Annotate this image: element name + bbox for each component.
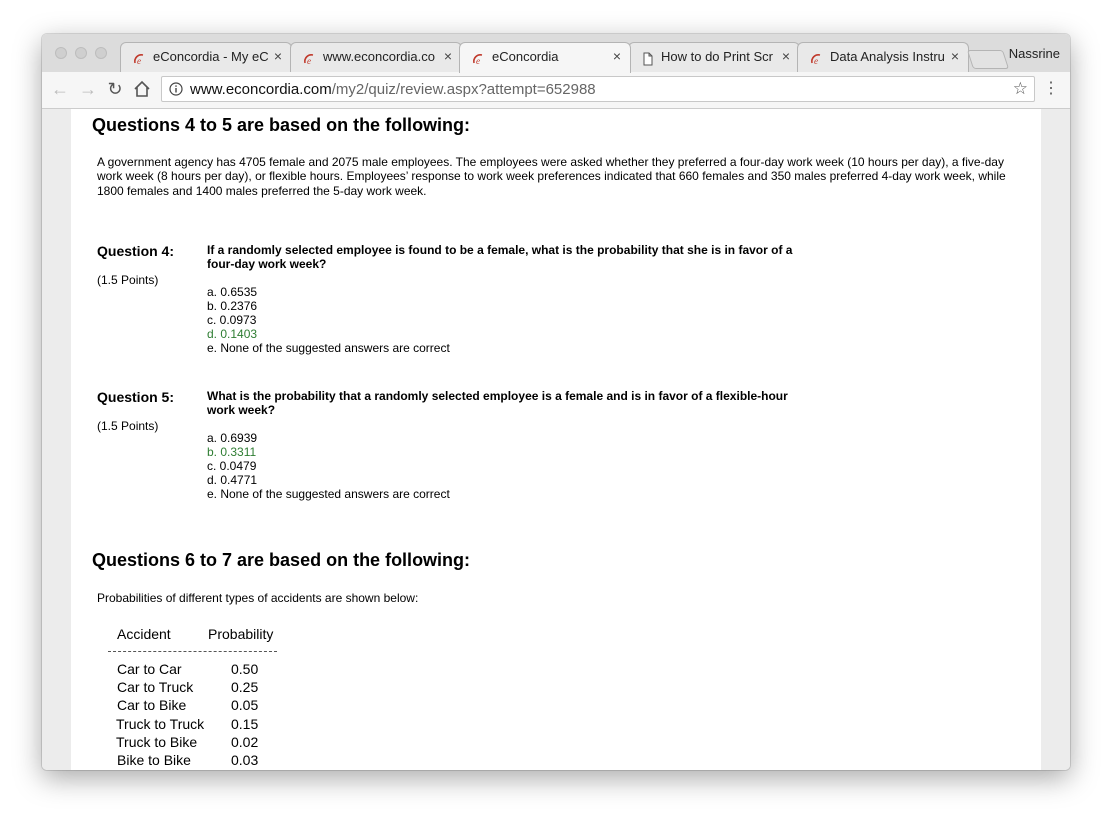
tab-econcordia-active[interactable]: [459, 42, 631, 73]
answer-option: a. 0.6535: [207, 285, 258, 299]
svg-text:e: e: [476, 56, 480, 66]
table-divider: [108, 651, 277, 652]
question-text: What is the probability that a randomly selected employee is a female and is in favor of a flexible-hour work week?: [207, 389, 788, 417]
probability-cell: 0.05: [231, 697, 259, 714]
reload-icon[interactable]: ↻: [107, 79, 123, 99]
column-header: Accident: [117, 626, 171, 642]
address-bar[interactable]: [161, 76, 1035, 102]
bookmark-star-icon[interactable]: ☆: [1012, 79, 1028, 98]
tab-strip: [42, 34, 1070, 73]
tab-print-screen[interactable]: [628, 42, 800, 72]
accident-cell: Car to Truck: [117, 679, 194, 696]
tab-close-icon[interactable]: ×: [612, 48, 622, 64]
table-row: [108, 697, 288, 715]
probability-cell: 0.50: [231, 661, 259, 677]
tab-title: Data Analysis Instru: [830, 49, 945, 64]
browser-toolbar: [42, 72, 1070, 109]
accident-cell: Truck to Truck: [116, 715, 205, 732]
econcordia-favicon-icon: [810, 52, 824, 66]
column-header: Probability: [208, 626, 274, 642]
probability-cell: 0.02: [231, 733, 259, 750]
tab-close-icon[interactable]: ×: [273, 48, 283, 64]
svg-text:e: e: [307, 56, 311, 66]
question-points: (1.5 Points): [97, 419, 159, 433]
answer-option-correct: b. 0.3311: [207, 445, 257, 459]
accident-cell: Car to Bike: [117, 697, 187, 714]
tab-www-econcordia[interactable]: [290, 42, 462, 72]
tab-title: eConcordia - My eC: [153, 49, 269, 64]
browser-window: [42, 34, 1070, 770]
svg-text:e: e: [814, 56, 818, 66]
probability-cell: 0.03: [231, 751, 259, 768]
econcordia-favicon-icon: [303, 52, 317, 66]
url-text[interactable]: [190, 81, 596, 98]
answer-option: e. None of the suggested answers are correct: [207, 341, 450, 355]
accident-table: [108, 626, 288, 768]
tab-close-icon[interactable]: ×: [443, 48, 453, 64]
answer-option: d. 0.4771: [207, 473, 258, 487]
quiz-review-page: [71, 109, 1041, 770]
browser-menu-icon[interactable]: ⋮: [1043, 80, 1059, 97]
tab-data-analysis[interactable]: [797, 42, 969, 72]
accident-cell: Truck to Bike: [116, 733, 198, 750]
document-icon: [641, 52, 655, 66]
table-row: [108, 661, 288, 679]
accident-cell: Car to Car: [117, 661, 182, 677]
page-viewport[interactable]: [42, 109, 1070, 770]
answer-options: [207, 431, 450, 501]
question-label: Question 5:: [97, 389, 175, 405]
back-arrow-icon[interactable]: ←: [51, 79, 69, 99]
econcordia-favicon-icon: [133, 52, 147, 66]
question-points: (1.5 Points): [97, 273, 159, 287]
answer-options: [207, 285, 450, 355]
section-heading: Questions 6 to 7 are based on the following:: [92, 550, 471, 570]
minimize-window-button[interactable]: [75, 47, 87, 59]
section-heading: Questions 4 to 5 are based on the following:: [92, 115, 471, 135]
tab-close-icon[interactable]: ×: [781, 48, 791, 64]
answer-option: e. None of the suggested answers are correct: [207, 487, 450, 501]
answer-option: a. 0.6939: [207, 431, 258, 445]
question-text: If a randomly selected employee is found to be a female, what is the probability that she is in favor of a four-day work week?: [207, 243, 793, 271]
url-host: www.econcordia.com: [190, 81, 332, 98]
table-row: [108, 679, 288, 697]
probability-cell: 0.15: [231, 715, 259, 732]
econcordia-favicon-icon: [472, 52, 486, 66]
section-intro: Probabilities of different types of accidents are shown below:: [97, 591, 419, 605]
section-intro: A government agency has 4705 female and 2075 male employees. The employees were asked whether they preferred a four-day work week (10 hours per day), a five-day work week (8 hours per day), or flexible hours. Employees’ response to work week preferences indicated that 660 females and 350 males preferred 4-day work week, while 1800 females and 1400 males preferred the 5-day work week.: [97, 155, 1006, 198]
tab-title: eConcordia: [492, 49, 559, 64]
tab-title: www.econcordia.co: [323, 49, 435, 64]
close-window-button[interactable]: [55, 47, 67, 59]
table-row: [108, 752, 288, 770]
tab-econcordia-my[interactable]: [120, 42, 292, 72]
answer-option: b. 0.2376: [207, 299, 258, 313]
table-row: [108, 716, 288, 734]
probability-cell: 0.25: [231, 679, 259, 696]
home-icon[interactable]: [133, 80, 151, 98]
tab-title: How to do Print Scr: [661, 49, 773, 64]
answer-option: c. 0.0973: [207, 313, 257, 327]
question-label: Question 4:: [97, 243, 175, 259]
svg-text:e: e: [137, 56, 141, 66]
info-icon[interactable]: [169, 82, 183, 96]
tab-close-icon[interactable]: ×: [950, 48, 960, 64]
url-path: /my2/quiz/review.aspx?attempt=652988: [331, 81, 596, 98]
zoom-window-button[interactable]: [95, 47, 107, 59]
profile-name[interactable]: Nassrine: [1008, 46, 1060, 61]
accident-cell: Bike to Bike: [117, 751, 191, 768]
table-header: [108, 626, 288, 650]
answer-option: c. 0.0479: [207, 459, 257, 473]
table-row: [108, 734, 288, 752]
forward-arrow-icon[interactable]: →: [79, 79, 97, 99]
table-body: [108, 661, 288, 770]
new-tab-button[interactable]: [967, 50, 1009, 69]
answer-option-correct: d. 0.1403: [207, 327, 258, 341]
